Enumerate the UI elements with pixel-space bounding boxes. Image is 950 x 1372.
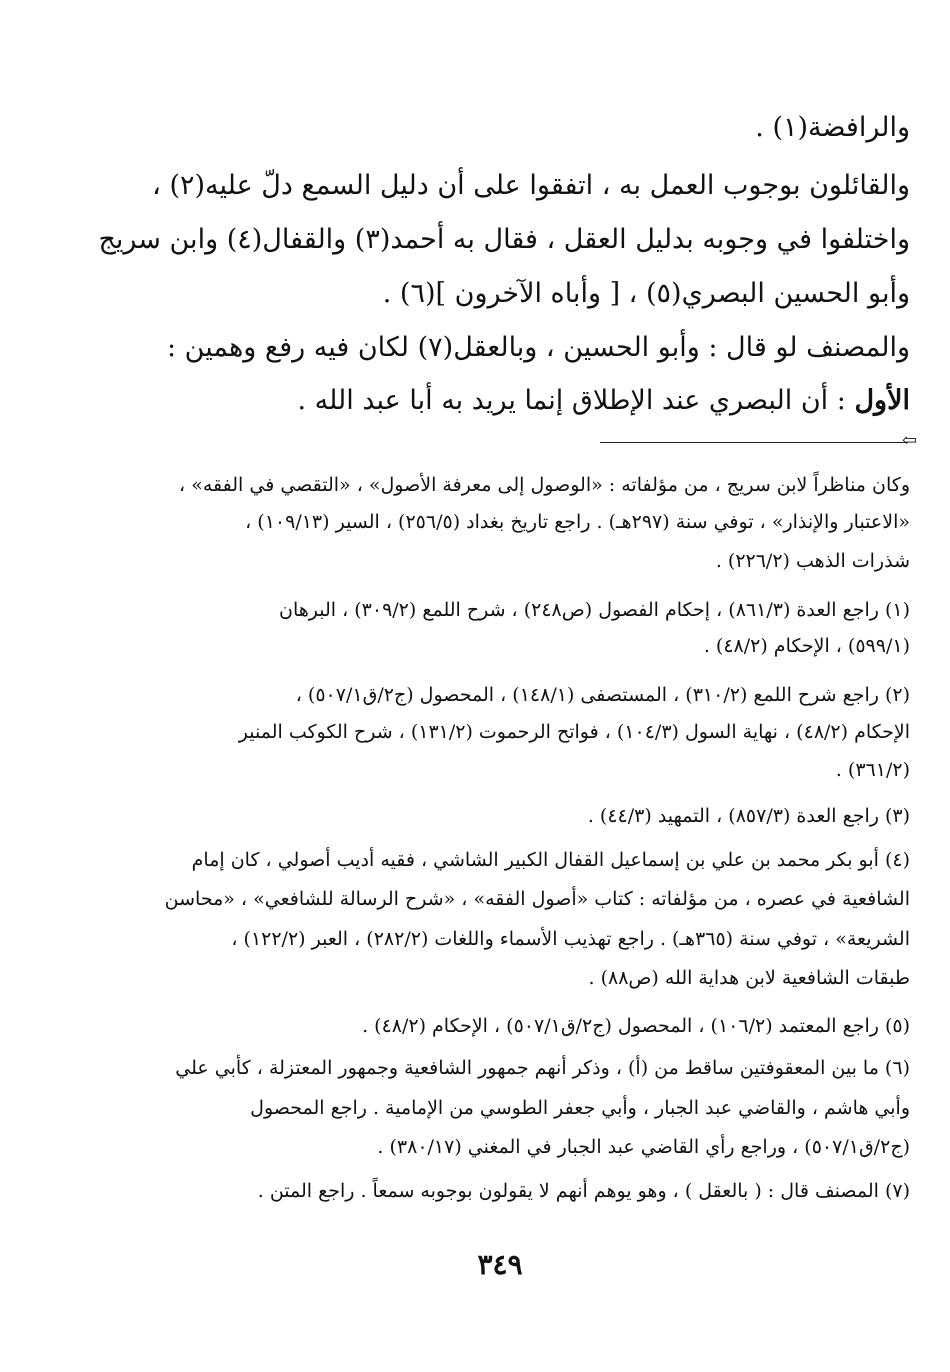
page-number: ٣٤٩ [477,1248,523,1281]
footnote-continued-line-3: شذرات الذهب (٢٢٦/٢) . [715,550,910,572]
footnote-2-line-2: الإحكام (٤٨/٢) ، نهاية السول (١٠٤/٣) ، فواتح الرحموت (١٣١/٢) ، شرح الكوكب المنير [238,721,910,743]
footnote-7: (٧) المصنف قال : ( بالعقل ) ، وهو يوهم أنهم لا يقولون بوجوبه سمعاً . راجع المتن . [257,1180,910,1202]
footnote-4-line-3: الشريعة» ، توفي سنة (٣٦٥هـ) . راجع تهذيب الأسماء واللغات (٢٨٢/٢) ، العبر (١٢٢/٢) ، [231,928,910,950]
main-line-3: واختلفوا في وجوبه بدليل العقل ، فقال به أحمد(٣) والقفال(٤) وابن سريج [98,224,910,255]
main-line-6 [150,383,910,419]
footnote-6-line-1: (٦) ما بين المعقوفتين ساقط من (أ) ، وذكر أنهم جمهور الشافعية وجمهور المعتزلة ، كأبي علي [175,1057,910,1079]
footnote-5: (٥) راجع المعتمد (١٠٦/٢) ، المحصول (ج٢/ق٥٠٧/١) ، الإحكام (٤٨/٢) . [362,1015,910,1037]
footnote-continued-line-2: «الاعتبار والإنذار» ، توفي سنة (٢٩٧هـ) . راجع تاريخ بغداد (٢٥٦/٥) ، السير (١٠٩/١٣) ، [245,511,910,533]
first-point-text: : أن البصري عند الإطلاق إنما يريد به أبا عبد الله . [297,385,855,416]
footnote-separator [600,442,908,443]
footnote-continued-line-1: وكان مناظراً لابن سريج ، من مؤلفاته : «الوصول إلى معرفة الأصول» ، «التقصي في الفقه» ، [179,474,910,496]
footnote-4-line-1: (٤) أبو بكر محمد بن علي بن إسماعيل القفال الكبير الشاشي ، فقيه أديب أصولي ، كان إمام [191,849,910,871]
footnote-3: (٣) راجع العدة (٨٥٧/٣) ، التمهيد (٤٤/٣) . [587,805,910,827]
continuation-arrow-icon: ⇦ [902,430,918,451]
main-line-1: والرافضة(١) . [755,112,910,143]
footnote-6-line-3: (ج٢/ق٥٠٧/١) ، وراجع رأي القاضي عبد الجبار في المغني (٣٨٠/١٧) . [377,1136,910,1158]
footnote-6-line-2: وأبي هاشم ، والقاضي عبد الجبار ، وأبي جعفر الطوسي من الإمامية . راجع المحصول [250,1097,910,1119]
footnote-2-line-1: (٢) راجع شرح اللمع (٣١٠/٢) ، المستصفى (١٤٨/١) ، المحصول (ج٢/ق٥٠٧/١) ، [295,684,910,706]
footnote-1-line-2: (٥٩٩/١) ، الإحكام (٤٨/٢) . [703,635,910,657]
footnote-2-line-3: (٣٦١/٢) . [835,759,910,781]
footnote-4-line-4: طبقات الشافعية لابن هداية الله (ص٨٨) . [588,967,910,989]
footnote-4-line-2: الشافعية في عصره ، من مؤلفاته : كتاب «أصول الفقه» ، «شرح الرسالة للشافعي» ، «محاسن [164,888,910,910]
first-point-heading: الأول [854,385,910,416]
footnote-1-line-1: (١) راجع العدة (٨٦١/٣) ، إحكام الفصول (ص٢٤٨) ، شرح اللمع (٣٠٩/٢) ، البرهان [278,599,910,621]
main-line-4: وأبو الحسين البصري(٥) ، [ وأباه الآخرون ](٦) . [382,278,910,309]
main-line-2: والقائلون بوجوب العمل به ، اتفقوا على أن دليل السمع دلّ عليه(٢) ، [152,170,910,201]
main-line-5: والمصنف لو قال : وأبو الحسين ، وبالعقل(٧) لكان فيه رفع وهمين : [166,332,910,363]
